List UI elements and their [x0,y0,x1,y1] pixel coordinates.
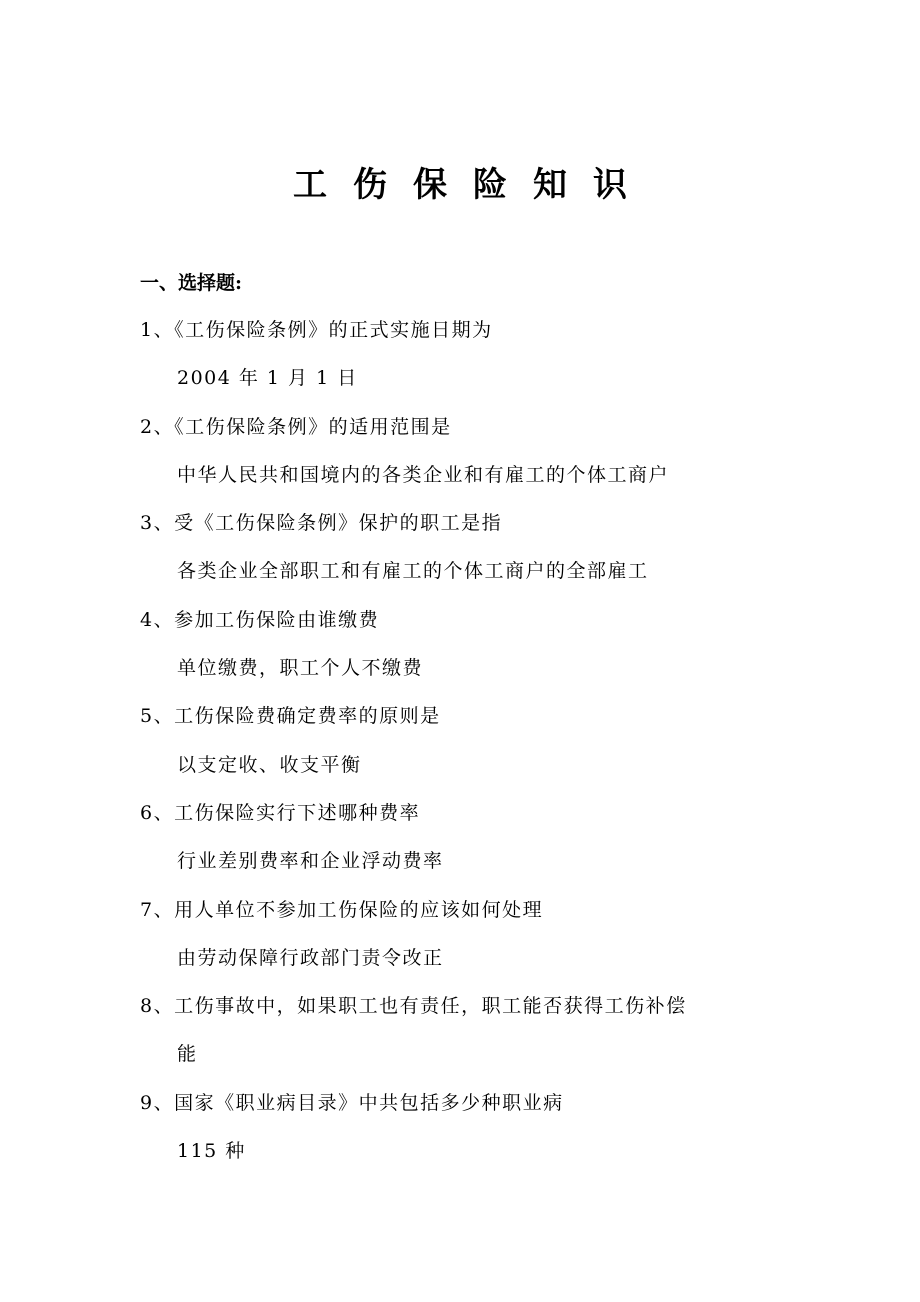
answer-1: 2004 年 1 月 1 日 [177,367,358,390]
question-9: 9、国家《职业病目录》中共包括多少种职业病 [140,1091,564,1114]
answer-5: 以支定收、收支平衡 [177,753,362,776]
answer-9: 115 种 [177,1140,246,1163]
question-1: 1、《工伤保险条例》的正式实施日期为 [140,319,493,341]
answer-7: 由劳动保障行政部门责令改正 [177,946,444,969]
question-7: 7、用人单位不参加工伤保险的应该如何处理 [140,898,544,921]
question-8: 8、工伤事故中，如果职工也有责任，职工能否获得工伤补偿 [140,995,687,1018]
answer-6: 行业差别费率和企业浮动费率 [177,850,444,873]
question-list [140,315,860,1184]
question-3: 3、受《工伤保险条例》保护的职工是指 [140,512,503,535]
question-4: 4、参加工伤保险由谁缴费 [140,608,380,631]
question-2: 2、《工伤保险条例》的适用范围是 [140,415,452,438]
answer-4: 单位缴费，职工个人不缴费 [177,657,424,680]
answer-2: 中华人民共和国境内的各类企业和有雇工的个体工商户 [177,463,670,486]
document-title: 工伤保险知识 [293,165,653,205]
section-heading: 一、选择题: [140,272,243,294]
answer-3: 各类企业全部职工和有雇工的个体工商户的全部雇工 [177,560,649,583]
question-6: 6、工伤保险实行下述哪种费率 [140,801,421,824]
answer-8: 能 [177,1043,198,1066]
question-5: 5、工伤保险费确定费率的原则是 [140,705,441,728]
